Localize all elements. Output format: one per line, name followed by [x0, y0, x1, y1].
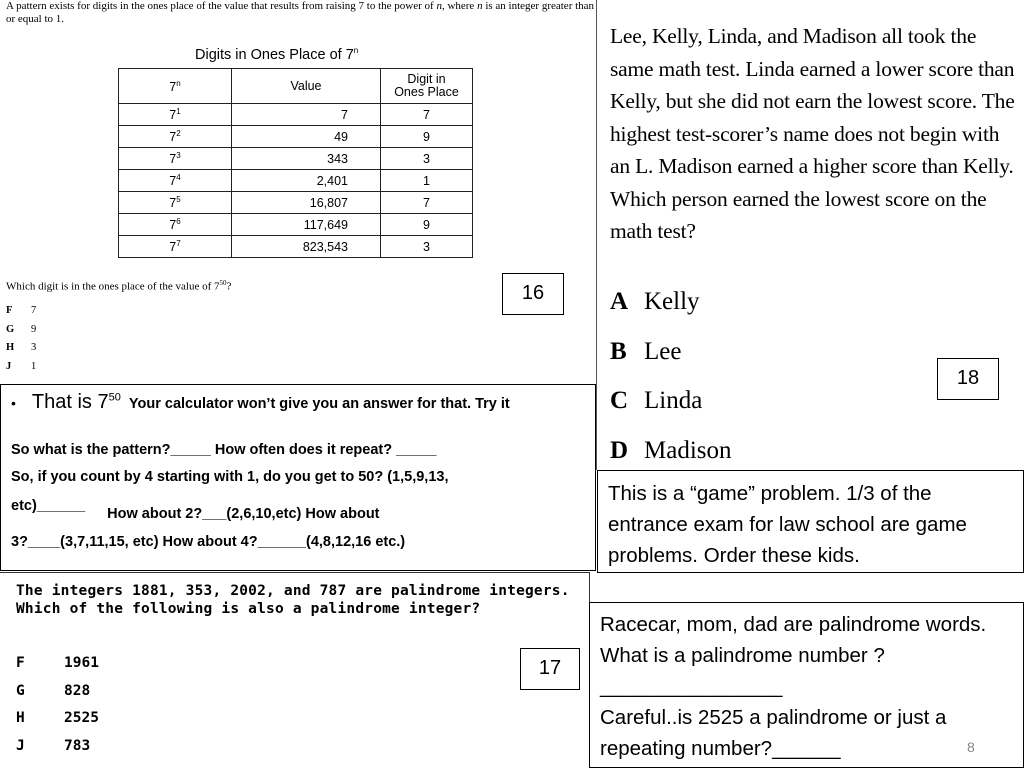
digit-cell: 1 [381, 170, 473, 192]
value-cell: 343 [232, 148, 381, 170]
answer-choice: C Linda [610, 387, 703, 414]
answer-choice: H 3 [6, 342, 37, 353]
that-is-text: That is $7^{50}$ [31, 391, 121, 413]
digits-table [118, 68, 473, 258]
palindrome-note: Racecar, mom, dad are palindrome words. What is a palindrome number ?________________ [600, 613, 987, 698]
q16-note-box [0, 384, 596, 571]
note-line-etc: etc)______ How about 2?___(2,6,10,etc) How about [11, 498, 380, 522]
digit-cell: 9 [381, 126, 473, 148]
table-row [119, 148, 473, 170]
q17-note-box [589, 602, 1024, 768]
table-row [119, 126, 473, 148]
power-cell: $7^7$ [119, 236, 232, 258]
answer-choice: B Lee [610, 337, 682, 365]
q16-choices [6, 302, 36, 376]
q18-note-box: This is a “game” problem. 1/3 of the entrance exam for law school are game problems. Order these kids. [597, 470, 1024, 573]
power-cell: $7^6$ [119, 214, 232, 236]
careful-note: Careful..is 2525 a palindrome or just a repeating number?______ [600, 706, 947, 760]
digit-cell: 3 [381, 236, 473, 258]
header-power: 7$^n$ [119, 69, 232, 104]
note-line-how-about: 3?____(3,7,11,15, etc) How about 4?______(4,8,12,16 etc.) [11, 534, 406, 550]
answer-choice: J 783 [16, 737, 91, 754]
power-cell: $7^3$ [119, 148, 232, 170]
digit-cell: 9 [381, 214, 473, 236]
power-cell: $7^4$ [119, 170, 232, 192]
bullet-icon: • [11, 395, 16, 411]
table-row [119, 170, 473, 192]
power-cell: $7^5$ [119, 192, 232, 214]
header-value: Value [232, 69, 381, 104]
calculator-note: Your calculator won’t give you an answer for that. Try it [128, 396, 510, 412]
question-number-17: 17 [520, 648, 580, 690]
power-cell: $7^1$ [119, 104, 232, 126]
answer-choice: J 1 [6, 360, 37, 372]
table-row [119, 236, 473, 258]
question-number-18: 18 [937, 358, 999, 400]
table-title: Digits in Ones Place of 7$^n$ [195, 46, 359, 63]
q17-question: The integers 1881, 353, 2002, and 787 are palindrome integers. Which of the following is also a palindrome integer? [16, 583, 570, 617]
table-header-row [119, 69, 473, 104]
q18-choices [610, 277, 732, 475]
question-number-16: 16 [502, 273, 564, 315]
digit-cell: 7 [381, 192, 473, 214]
q18-question: Lee, Kelly, Linda, and Madison all took the same math test. Linda earned a lower score than Kelly, but she did not earn the lowest score. The highest test-scorer’s name does not begin with an L. Madison earned a higher score than Kelly. Which person earned the lowest score on the math test? [610, 24, 1015, 243]
answer-choice: G 828 [16, 682, 91, 699]
answer-choice: A Kelly [610, 288, 700, 315]
q16-question: Which digit is in the ones place of the value of $7^{50}$? [6, 279, 232, 293]
vertical-divider [596, 0, 597, 470]
note-line-count: So, if you count by 4 starting with 1, do you get to 50? (1,5,9,13, [11, 469, 449, 485]
value-cell: 7 [232, 104, 381, 126]
table-row [119, 192, 473, 214]
value-cell: 16,807 [232, 192, 381, 214]
value-cell: 117,649 [232, 214, 381, 236]
note-line-pattern: So what is the pattern?_____ How often does it repeat? _____ [11, 442, 437, 458]
q17-choices [16, 650, 99, 760]
note-first-line [11, 391, 591, 414]
answer-choice: H 2525 [16, 710, 99, 726]
value-cell: 49 [232, 126, 381, 148]
answer-choice: F 7 [6, 305, 37, 316]
value-cell: 823,543 [232, 236, 381, 258]
answer-choice: G 9 [6, 323, 37, 335]
header-digit: Digit in Ones Place [381, 69, 473, 104]
table-row [119, 214, 473, 236]
value-cell: 2,401 [232, 170, 381, 192]
digit-cell: 3 [381, 148, 473, 170]
answer-choice: F 1961 [16, 655, 99, 671]
power-cell: $7^2$ [119, 126, 232, 148]
slide-number: 8 [967, 739, 975, 755]
digit-cell: 7 [381, 104, 473, 126]
q16-intro: A pattern exists for digits in the ones place of the value that results from raising 7 to the power of n, where n is an integer greater than or equal to 1. [6, 0, 595, 25]
answer-choice: D Madison [610, 436, 732, 464]
table-row [119, 104, 473, 126]
